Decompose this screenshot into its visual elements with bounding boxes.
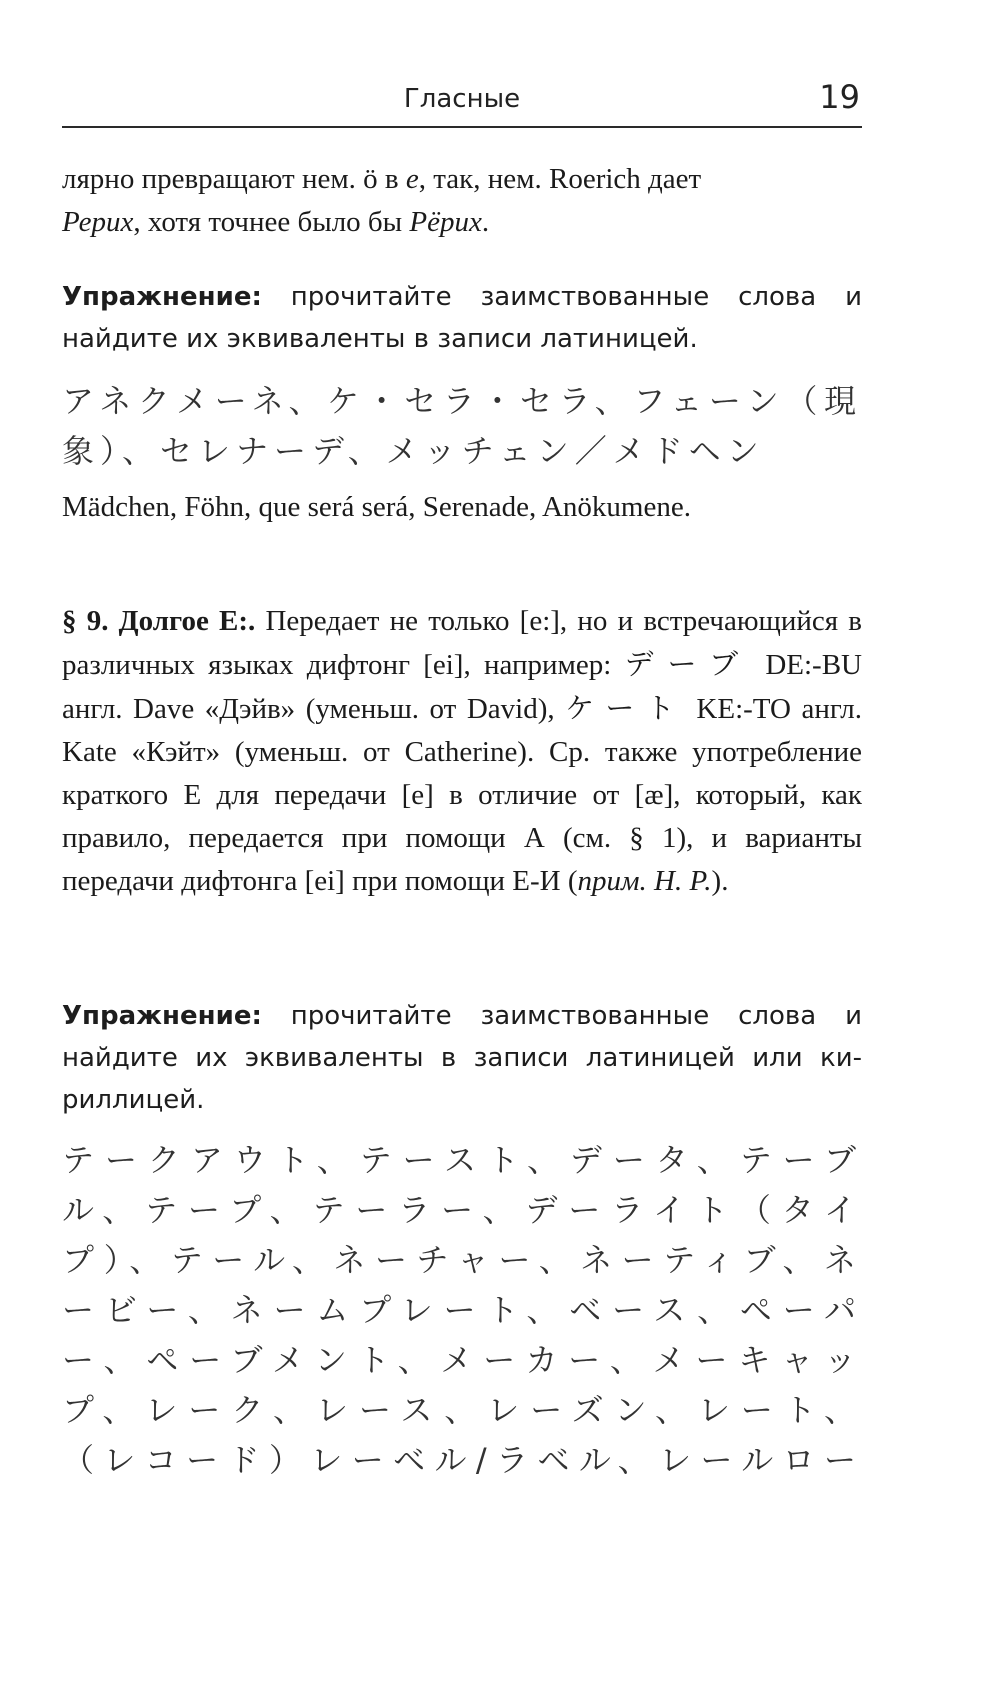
japanese-line: ル、テープ、テーラー、デーライト（タイ: [62, 1191, 862, 1229]
section-9-title: § 9. Долгое Е:.: [62, 605, 256, 637]
exercise-1-japanese: [62, 376, 862, 476]
japanese-line: プ、レーク、レース、レーズン、レート、: [62, 1391, 862, 1429]
japanese-line: ー、ペーブメント、メーカー、メーキャッ: [62, 1341, 862, 1379]
japanese-line: 象）、セレナーデ、メッチェン／メドヘン: [62, 432, 765, 470]
exercise-2-instruction: Упражнение: прочитайте заимствованные слова и найдите их эквиваленты в записи латиницей или кириллицей.: [62, 1001, 862, 1115]
intro-paragraph: лярно превращают нем. ö в е, так, нем. Roerich дает Рерих, хотя точнее было бы Рёрих.: [62, 163, 702, 238]
japanese-inline: デーブ: [624, 647, 753, 681]
japanese-line: （レコード）レーベル/ラベル、レールロー: [62, 1441, 862, 1479]
page-header: [62, 78, 862, 128]
japanese-line: プ）、テール、ネーチャー、ネーティブ、ネ: [62, 1241, 862, 1279]
japanese-line: テークアウト、テースト、データ、テーブ: [62, 1141, 862, 1179]
exercise-1-instruction: Упражнение: прочитайте заимствованные слова и найдите их эквиваленты в записи латиницей.: [62, 282, 862, 354]
exercise-1-latin-words: Mädchen, Föhn, que será será, Serenade, Anökumene.: [62, 491, 691, 523]
running-head: Гласные: [403, 84, 521, 114]
page-number: 19: [819, 78, 860, 116]
section-9-paragraph: § 9. Долгое Е:. Передает не только [e:], но и встречающийся в различных языках дифтонг [ei], например: デーブ DE:-BU англ. Dave «Дэйв» (уменьш. от David), ケート KE:-TO англ. Kate «Кэйт» (уменьш. от Catherine). Ср. также употребление краткого Е для передачи [e] в отличие от [æ], который, как правило, передается при помощи А (см. § 1), и варианты передачи дифтонга [ei] при помощи Е-И (прим. Н. Р.).: [62, 605, 862, 897]
exercise-2-japanese: [62, 1135, 862, 1485]
exercise-label: Упражнение:: [62, 1001, 262, 1031]
japanese-line: アネクメーネ、ケ・セラ・セラ、フェーン（現: [62, 382, 862, 420]
exercise-label: Упражнение:: [62, 282, 262, 312]
japanese-inline: ケート: [565, 691, 686, 725]
japanese-line: ービー、ネームプレート、ベース、ペーパ: [62, 1291, 862, 1329]
